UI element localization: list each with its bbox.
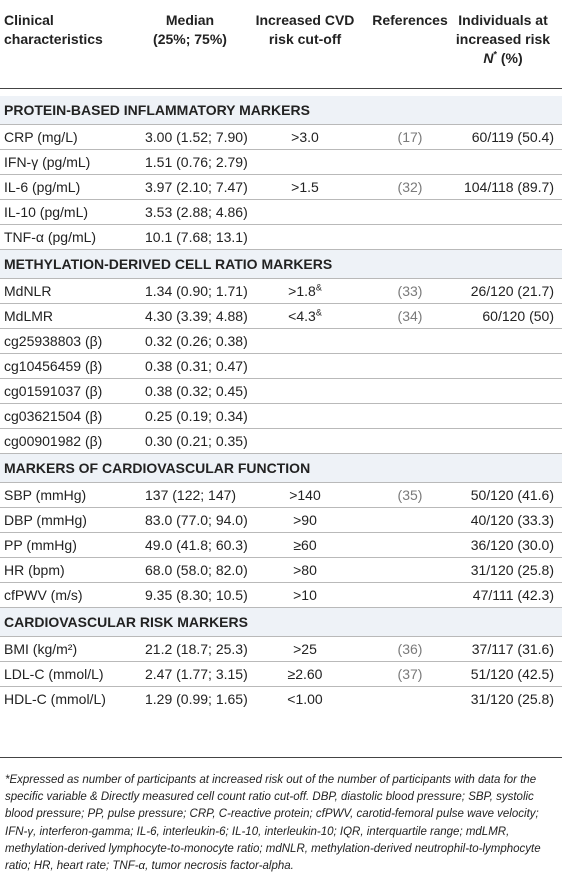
header-text: References xyxy=(372,12,448,28)
cell-characteristic: BMI (kg/m²) xyxy=(4,641,78,657)
cell-individuals-at-risk: 37/117 (31.6) xyxy=(471,641,554,657)
cell-cutoff: <4.3& xyxy=(288,307,322,324)
cell-characteristic: cg25938803 (β) xyxy=(4,333,103,349)
header-references xyxy=(372,11,448,30)
table-row xyxy=(0,200,562,225)
cell-individuals-at-risk: 47/111 (42.3) xyxy=(472,587,554,603)
cell-characteristic: cg01591037 (β) xyxy=(4,383,103,399)
cell-median: 10.1 (7.68; 13.1) xyxy=(145,229,248,245)
header-text: characteristics xyxy=(4,31,103,47)
table-row xyxy=(0,304,562,329)
header-text: Increased CVD xyxy=(255,12,355,28)
table-row xyxy=(0,150,562,175)
table-row xyxy=(0,662,562,687)
cell-median: 3.97 (2.10; 7.47) xyxy=(145,179,248,195)
header-text: N* (%) xyxy=(483,49,523,66)
table-row xyxy=(0,687,562,711)
cell-characteristic: cg03621504 (β) xyxy=(4,408,103,424)
cell-median: 0.32 (0.26; 0.38) xyxy=(145,333,248,349)
header-clinical-characteristics xyxy=(4,11,103,49)
cell-characteristic: CRP (mg/L) xyxy=(4,129,78,145)
table-footnote: *Expressed as number of participants at increased risk out of the number of participants with data for the specific variable & Directly measured cell count ratio cut-off. DBP, diastolic blood pressure; SBP, systolic blood pressure; PP, pulse pressure; CRP, C-reactive protein; cfPWV, carotid-femoral pulse wave velocity; IFN-γ, interferon-gamma; IL-6, interleukin-6; IL-10, interleukin-10; IQR, interquartile range; mdLMR, methylation-derived lymphocyte-to-monocyte ratio; mdNLR, methylation-derived neutrophil-to-lymphocyte ratio; HR, heart rate; TNF-α, tumor necrosis factor-alpha. xyxy=(5,774,541,873)
cell-individuals-at-risk: 50/120 (41.6) xyxy=(470,487,554,503)
cell-reference: (34) xyxy=(397,308,423,324)
cell-cutoff: >1.5 xyxy=(291,179,319,195)
cell-characteristic: MdNLR xyxy=(4,283,52,299)
table-row xyxy=(0,483,562,508)
cell-characteristic: TNF-α (pg/mL) xyxy=(4,229,97,245)
table-body xyxy=(0,96,562,711)
cell-cutoff: <1.00 xyxy=(287,691,323,707)
cell-cutoff: >25 xyxy=(293,641,317,657)
cell-median: 3.00 (1.52; 7.90) xyxy=(145,129,248,145)
cell-median: 1.29 (0.99; 1.65) xyxy=(145,691,248,707)
cell-median: 9.35 (8.30; 10.5) xyxy=(145,587,248,603)
cell-median: 137 (122; 147) xyxy=(145,487,237,503)
cell-characteristic: IFN-γ (pg/mL) xyxy=(4,154,91,170)
header-cutoff xyxy=(240,11,370,49)
header-median xyxy=(145,11,235,49)
cell-median: 0.30 (0.21; 0.35) xyxy=(145,433,248,449)
cell-characteristic: SBP (mmHg) xyxy=(4,487,87,503)
cell-individuals-at-risk: 60/119 (50.4) xyxy=(471,129,554,145)
cell-reference: (36) xyxy=(397,641,423,657)
header-text: increased risk xyxy=(455,31,551,47)
section-header: MARKERS OF CARDIOVASCULAR FUNCTION xyxy=(0,454,562,483)
cell-characteristic: cfPWV (m/s) xyxy=(4,587,83,603)
cell-individuals-at-risk: 31/120 (25.8) xyxy=(470,562,554,578)
cell-median: 0.38 (0.31; 0.47) xyxy=(145,358,248,374)
cell-reference: (17) xyxy=(397,129,423,145)
cell-cutoff: >3.0 xyxy=(291,129,319,145)
cell-reference: (32) xyxy=(397,179,423,195)
table-row xyxy=(0,175,562,200)
cell-individuals-at-risk: 40/120 (33.3) xyxy=(470,512,554,528)
table-row xyxy=(0,558,562,583)
cell-characteristic: IL-10 (pg/mL) xyxy=(4,204,89,220)
cell-individuals-at-risk: 60/120 (50) xyxy=(482,308,554,324)
section-header: METHYLATION-DERIVED CELL RATIO MARKERS xyxy=(0,250,562,279)
cell-median: 68.0 (58.0; 82.0) xyxy=(145,562,248,578)
header-text: Clinical xyxy=(4,12,54,28)
cell-reference: (33) xyxy=(397,283,423,299)
cell-individuals-at-risk: 36/120 (30.0) xyxy=(470,537,554,553)
cell-characteristic: cg10456459 (β) xyxy=(4,358,103,374)
header-rule xyxy=(0,88,562,89)
cell-individuals-at-risk: 104/118 (89.7) xyxy=(463,179,554,195)
cell-reference: (35) xyxy=(397,487,423,503)
cell-cutoff: ≥60 xyxy=(293,537,317,553)
cell-characteristic: DBP (mmHg) xyxy=(4,512,87,528)
header-individuals-at-risk xyxy=(448,11,558,68)
table-row xyxy=(0,279,562,304)
table-row xyxy=(0,225,562,250)
cell-cutoff: >90 xyxy=(293,512,317,528)
header-text: (25%; 75%) xyxy=(153,31,227,47)
table-bottom-rule xyxy=(0,757,562,758)
cell-characteristic: cg00901982 (β) xyxy=(4,433,103,449)
cell-reference: (37) xyxy=(397,666,423,682)
cell-cutoff: >10 xyxy=(293,587,317,603)
table-row xyxy=(0,429,562,454)
table-row xyxy=(0,583,562,608)
table-row xyxy=(0,329,562,354)
cell-characteristic: IL-6 (pg/mL) xyxy=(4,179,81,195)
cell-characteristic: LDL-C (mmol/L) xyxy=(4,666,104,682)
cell-median: 3.53 (2.88; 4.86) xyxy=(145,204,248,220)
cell-median: 21.2 (18.7; 25.3) xyxy=(145,641,248,657)
section-header: PROTEIN-BASED INFLAMMATORY MARKERS xyxy=(0,96,562,125)
cell-median: 0.38 (0.32; 0.45) xyxy=(145,383,248,399)
table-row xyxy=(0,404,562,429)
cell-cutoff: >1.8& xyxy=(288,282,322,299)
header-text: Median xyxy=(165,12,215,28)
cell-characteristic: HDL-C (mmol/L) xyxy=(4,691,106,707)
header-text: Individuals at xyxy=(458,12,548,28)
cell-cutoff: >80 xyxy=(293,562,317,578)
cell-individuals-at-risk: 51/120 (42.5) xyxy=(470,666,554,682)
cell-median: 2.47 (1.77; 3.15) xyxy=(145,666,248,682)
table-row xyxy=(0,508,562,533)
cell-characteristic: MdLMR xyxy=(4,308,54,324)
cell-median: 83.0 (77.0; 94.0) xyxy=(145,512,248,528)
cell-median: 49.0 (41.8; 60.3) xyxy=(145,537,248,553)
cell-characteristic: HR (bpm) xyxy=(4,562,65,578)
cell-cutoff: ≥2.60 xyxy=(287,666,323,682)
cell-individuals-at-risk: 26/120 (21.7) xyxy=(470,283,554,299)
table-row xyxy=(0,379,562,404)
cell-characteristic: PP (mmHg) xyxy=(4,537,77,553)
table-row xyxy=(0,125,562,150)
table-header xyxy=(0,0,562,88)
cell-cutoff: >140 xyxy=(289,487,321,503)
table-row xyxy=(0,533,562,558)
cell-median: 1.34 (0.90; 1.71) xyxy=(145,283,248,299)
section-header: CARDIOVASCULAR RISK MARKERS xyxy=(0,608,562,637)
cell-individuals-at-risk: 31/120 (25.8) xyxy=(470,691,554,707)
cell-median: 4.30 (3.39; 4.88) xyxy=(145,308,248,324)
table-row xyxy=(0,354,562,379)
cell-median: 0.25 (0.19; 0.34) xyxy=(145,408,248,424)
cell-median: 1.51 (0.76; 2.79) xyxy=(145,154,248,170)
header-text: risk cut-off xyxy=(268,31,342,47)
table-row xyxy=(0,637,562,662)
